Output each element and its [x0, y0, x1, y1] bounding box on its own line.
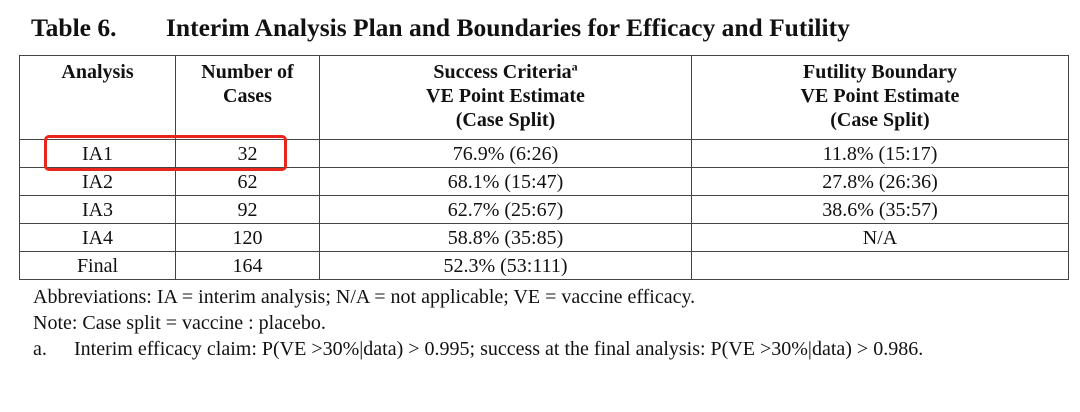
- footnote-marker: a: [571, 59, 578, 74]
- table-row: [20, 224, 1069, 252]
- table-title-text: Interim Analysis Plan and Boundaries for Efficacy and Futility: [166, 13, 850, 42]
- footnote-text: Interim efficacy claim: P(VE >30%|data) > 0.995; success at the final analysis: P(VE >30%|data) > 0.986.: [74, 338, 924, 360]
- table-row: [20, 168, 1069, 196]
- cell-success: 68.1% (15:47): [320, 168, 692, 196]
- footnote-label: a.: [33, 338, 47, 360]
- table-notes: [33, 284, 1063, 362]
- cell-cases: 32: [176, 140, 320, 168]
- abbreviations-note: Abbreviations: IA = interim analysis; N/A = not applicable; VE = vaccine efficacy.: [33, 286, 696, 308]
- cell-analysis: IA1: [20, 140, 176, 168]
- cell-futility: N/A: [692, 224, 1069, 252]
- cell-success: 58.8% (35:85): [320, 224, 692, 252]
- case-split-note: Note: Case split = vaccine : placebo.: [33, 312, 326, 334]
- cell-analysis: IA2: [20, 168, 176, 196]
- table-row: [20, 196, 1069, 224]
- cell-cases: 92: [176, 196, 320, 224]
- header-futility-boundary: Futility Boundary VE Point Estimate (Case Split): [692, 56, 1069, 140]
- footnote-a: [33, 336, 1063, 362]
- cell-futility: 27.8% (26:36): [692, 168, 1069, 196]
- table-row: [20, 252, 1069, 280]
- cell-cases: 164: [176, 252, 320, 280]
- cell-cases: 62: [176, 168, 320, 196]
- cell-analysis: Final: [20, 252, 176, 280]
- cell-success: 52.3% (53:111): [320, 252, 692, 280]
- header-analysis: Analysis: [20, 56, 176, 140]
- table-title: [31, 6, 850, 50]
- cell-futility: [692, 252, 1069, 280]
- header-number-of-cases: Number of Cases: [176, 56, 320, 140]
- table-number: Table 6.: [31, 13, 117, 42]
- header-row: [20, 56, 1069, 140]
- cell-futility: 11.8% (15:17): [692, 140, 1069, 168]
- cell-analysis: IA4: [20, 224, 176, 252]
- cell-futility: 38.6% (35:57): [692, 196, 1069, 224]
- cell-success: 76.9% (6:26): [320, 140, 692, 168]
- cell-analysis: IA3: [20, 196, 176, 224]
- highlight-box-ia1: [44, 135, 287, 171]
- cell-cases: 120: [176, 224, 320, 252]
- cell-success: 62.7% (25:67): [320, 196, 692, 224]
- header-success-criteria: Success Criteria$^a$ VE Point Estimate (Case Split): [320, 56, 692, 140]
